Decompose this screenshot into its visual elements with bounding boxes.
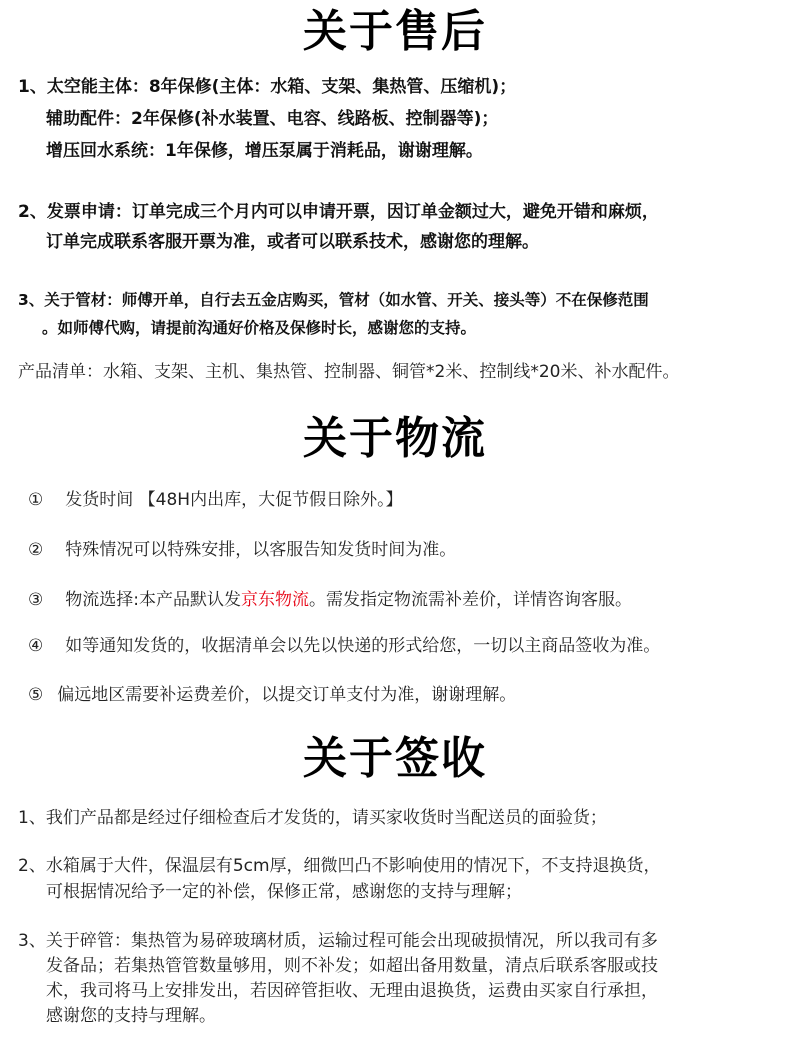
item-text: 发货时间 【48H内出库，大促节假日除外。】 bbox=[65, 490, 403, 510]
aftersales-line-5: 订单完成联系客服开票为准，或者可以联系技术，感谢您的理解。 bbox=[46, 232, 539, 252]
item-number: ④ bbox=[28, 636, 44, 656]
item-number: ② bbox=[28, 540, 44, 560]
receipt-line-3: 可根据情况给予一定的补偿，保修正常，感谢您的支持与理解； bbox=[46, 882, 522, 902]
logistics-item-5 bbox=[28, 683, 516, 707]
aftersales-line-3: 增压回水系统：1年保修，增压泵属于消耗品，谢谢理解。 bbox=[46, 141, 483, 161]
receipt-line-4: 3、关于碎管：集热管为易碎玻璃材质，运输过程可能会出现破损情况，所以我司有多 bbox=[18, 931, 658, 951]
receipt-line-7: 感谢您的支持与理解。 bbox=[46, 1006, 216, 1026]
receipt-title: 关于签收 bbox=[303, 733, 487, 784]
aftersales-line-1: 1、太空能主体：8年保修(主体：水箱、支架、集热管、压缩机)； bbox=[18, 77, 517, 97]
aftersales-title: 关于售后 bbox=[303, 6, 487, 57]
jd-logistics-highlight: 京东物流 bbox=[240, 590, 309, 610]
item-text: 偏远地区需要补运费差价，以提交订单支付为准，谢谢理解。 bbox=[57, 685, 517, 705]
item-text: 特殊情况可以特殊安排，以客服告知发货时间为准。 bbox=[65, 540, 457, 560]
logistics-item-2 bbox=[28, 538, 456, 562]
item-text-post: 。需发指定物流需补差价，详情咨询客服。 bbox=[308, 590, 632, 610]
product-list: 产品清单：水箱、支架、主机、集热管、控制器、铜管*2米、控制线*20米、补水配件。 bbox=[18, 362, 680, 382]
item-number: ⑤ bbox=[28, 685, 44, 705]
receipt-line-1: 1、我们产品都是经过仔细检查后才发货的，请买家收货时当配送员的面验货； bbox=[18, 808, 607, 828]
receipt-line-6: 术，我司将马上安排发出，若因碎管拒收、无理由退换货，运费由买家自行承担， bbox=[46, 981, 658, 1001]
logistics-item-3 bbox=[28, 588, 632, 612]
item-text: 如等通知发货的，收据清单会以先以快递的形式给您，一切以主商品签收为准。 bbox=[65, 636, 661, 656]
aftersales-line-6: 3、关于管材：师傅开单，自行去五金店购买，管材（如水管、开关、接头等）不在保修范围 bbox=[18, 291, 649, 309]
logistics-item-1 bbox=[28, 488, 403, 512]
item-text-pre: 物流选择:本产品默认发 bbox=[65, 590, 241, 610]
aftersales-line-4: 2、发票申请：订单完成三个月内可以申请开票，因订单金额过大，避免开错和麻烦， bbox=[18, 202, 659, 222]
receipt-line-2: 2、水箱属于大件，保温层有5cm厚，细微凹凸不影响使用的情况下，不支持退换货， bbox=[18, 856, 661, 876]
item-number: ① bbox=[28, 490, 44, 510]
aftersales-line-7: 。如师傅代购，请提前沟通好价格及保修时长，感谢您的支持。 bbox=[42, 319, 477, 337]
receipt-line-5: 发备品；若集热管管数量够用，则不补发；如超出备用数量，清点后联系客服或技 bbox=[46, 956, 658, 976]
aftersales-line-2: 辅助配件：2年保修(补水装置、电容、线路板、控制器等)； bbox=[46, 109, 499, 129]
item-number: ③ bbox=[28, 590, 44, 610]
logistics-title: 关于物流 bbox=[303, 413, 487, 464]
logistics-item-4 bbox=[28, 634, 660, 658]
